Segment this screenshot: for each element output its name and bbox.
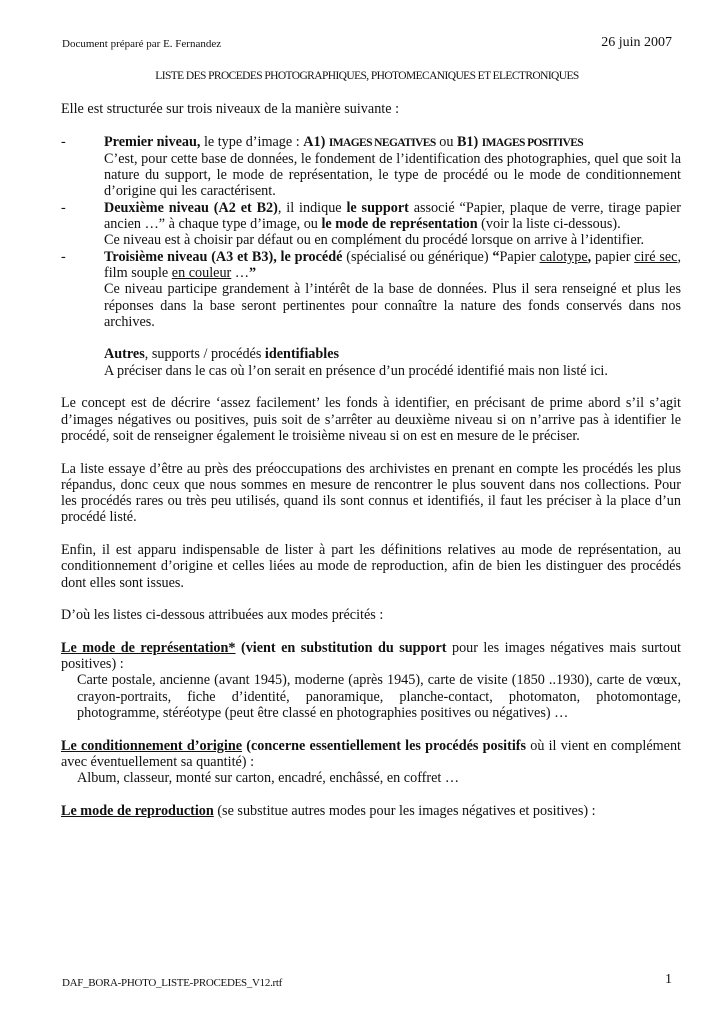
level-2-text: , il indique xyxy=(277,199,347,216)
level-1-heading xyxy=(104,134,681,151)
concept-paragraph: Le concept est de décrire ‘assez facilement’ les fonds à identifier, en précisant de prime abord s’il s’agit d’images négatives ou positives, puis soit de s’arrêter au deuxième niveau si on n’arrive pas à identifier le procédé, soit de renseigner également le troisième niveau si on est en mesure de le préciser. xyxy=(61,395,681,444)
level-3-label: Troisième niveau (A3 et B3), le procédé xyxy=(104,248,343,265)
level-2-text: (voir la liste ci-dessous). xyxy=(477,216,621,233)
level-2-heading xyxy=(104,200,681,233)
conditionnement-list: Album, classeur, monté sur carton, encadré, enchâssé, en coffret … xyxy=(77,770,460,787)
enfin-paragraph: Enfin, il est apparu indispensable de lister à part les définitions relatives au mode de représentation, au conditionnement d’origine et celles liées au mode de reproduction, afin de bien les distinguer des procédés dont elles sont issues. xyxy=(61,542,681,591)
level-1-text: le type d’image : xyxy=(200,133,304,150)
page-number: 1 xyxy=(665,972,672,987)
level-2-description: Ce niveau est à choisir par défaut ou en complément du procédé lorsque on arrive à l’identifier. xyxy=(104,232,645,249)
level-2-label: Deuxième niveau (A2 et B2) xyxy=(104,199,278,216)
level-3-heading xyxy=(104,249,681,282)
autres-item xyxy=(61,346,681,379)
b1-code: B1) xyxy=(456,133,482,150)
document-body xyxy=(61,101,681,819)
level-3-text: , film souple xyxy=(104,248,681,281)
level-3-text: (spécialisé ou générique) xyxy=(342,248,493,265)
mode-reproduction-heading xyxy=(61,803,681,819)
level-3-description: Ce niveau participe grandement à l’intérêt de la base de données. Plus il sera renseigné et plus les réponses dans la base seront pertinentes pour connaître la nature des fonds conservés dans nos archives. xyxy=(104,281,681,330)
support-term: le support xyxy=(346,199,409,216)
autres-heading xyxy=(104,346,681,362)
level-3-text: Papier xyxy=(499,248,540,265)
level-3-text: papier xyxy=(591,248,635,265)
liste-paragraph: La liste essaye d’être au près des préoccupations des archivistes en prenant en compte les procédés les plus répandus, donc ceux que nous sommes en mesure de rencontrer le plus souvent dans nos collections. Pour les procédés rares ou très peu utilisés, quand ils sont connus et identifiés, il faut les préciser à la place d’un procédé listé. xyxy=(61,460,681,526)
cire-sec-term: ciré sec xyxy=(634,248,678,265)
level-1-label: Premier niveau, xyxy=(104,133,201,150)
conditionnement-heading xyxy=(61,738,681,771)
autres-description: A préciser dans le cas où l’on serait en présence d’un procédé identifié mais non listé ici. xyxy=(104,362,608,379)
comma: , xyxy=(587,248,592,265)
mode-representation-list: Carte postale, ancienne (avant 1945), moderne (après 1945), carte de visite (1850 ..1930), carte de vœux, crayon-portraits, fiche d’identité, panoramique, planche-contact, photomaton, photomontage, photogramme, stéréotype (peut être classé en photographies positives ou négatives) … xyxy=(77,672,681,721)
document-title: LISTE DES PROCEDES PHOTOGRAPHIQUES, PHOTOMECANIQUES ET ELECTRONIQUES xyxy=(155,70,579,82)
b1-label: IMAGES POSITIVES xyxy=(481,136,584,149)
level-3-text: … xyxy=(231,264,249,281)
conditionnement-text: où il vient en complément avec éventuellement sa quantité) : xyxy=(61,737,682,770)
autres-text: , supports / procédés xyxy=(144,346,265,363)
calotype-term: calotype xyxy=(539,248,588,265)
mode-representation-heading xyxy=(61,640,681,673)
autres-label: Autres xyxy=(104,346,145,363)
en-couleur-term: en couleur xyxy=(171,264,232,281)
mode-representation-bold: (vient en substitution du support xyxy=(240,639,447,656)
dou-paragraph: D’où les listes ci-dessous attribuées aux modes précités : xyxy=(61,607,384,624)
or-word: ou xyxy=(435,133,457,150)
footer-filename: DAF_BORA-PHOTO_LISTE-PROCEDES_V12.rtf xyxy=(62,977,283,989)
a1-code: A1) xyxy=(303,133,329,150)
a1-label: IMAGES NEGATIVES xyxy=(328,136,436,149)
level-2-item xyxy=(61,200,681,249)
level-3-item xyxy=(61,249,681,330)
identifiables-term: identifiables xyxy=(264,346,340,363)
level-1-item xyxy=(61,134,681,200)
intro-paragraph: Elle est structurée sur trois niveaux de la manière suivante : xyxy=(61,101,400,117)
mode-reproduction-text: (se substitue autres modes pour les images négatives et positives) : xyxy=(213,802,596,819)
conditionnement-label: Le conditionnement d’origine xyxy=(61,737,243,754)
quote-close: ” xyxy=(249,264,257,281)
mode-reproduction-label: Le mode de reproduction xyxy=(61,802,214,819)
list-dash: - xyxy=(61,199,66,216)
list-dash: - xyxy=(61,133,66,150)
header-author: Document préparé par E. Fernandez xyxy=(62,38,222,50)
level-1-description: C’est, pour cette base de données, le fondement de l’identification des photographies, quel que soit la nature du support, le mode de représentation, le type de procédé ou le mode de conditionnement d’origine qui les caractérisent. xyxy=(104,150,681,200)
mode-representation-label: Le mode de représentation* xyxy=(61,639,236,656)
header-date: 26 juin 2007 xyxy=(601,35,672,50)
conditionnement-bold: (concerne essentiellement les procédés positifs xyxy=(246,737,527,754)
mode-term: le mode de représentation xyxy=(321,216,478,233)
level-2-text: associé “Papier, plaque de verre, tirage papier ancien …” à chaque type d’image, ou xyxy=(104,199,681,233)
mode-representation-text: pour les images négatives mais surtout positives) : xyxy=(61,639,681,673)
quote-open: “ xyxy=(492,248,500,265)
list-dash: - xyxy=(61,248,66,265)
